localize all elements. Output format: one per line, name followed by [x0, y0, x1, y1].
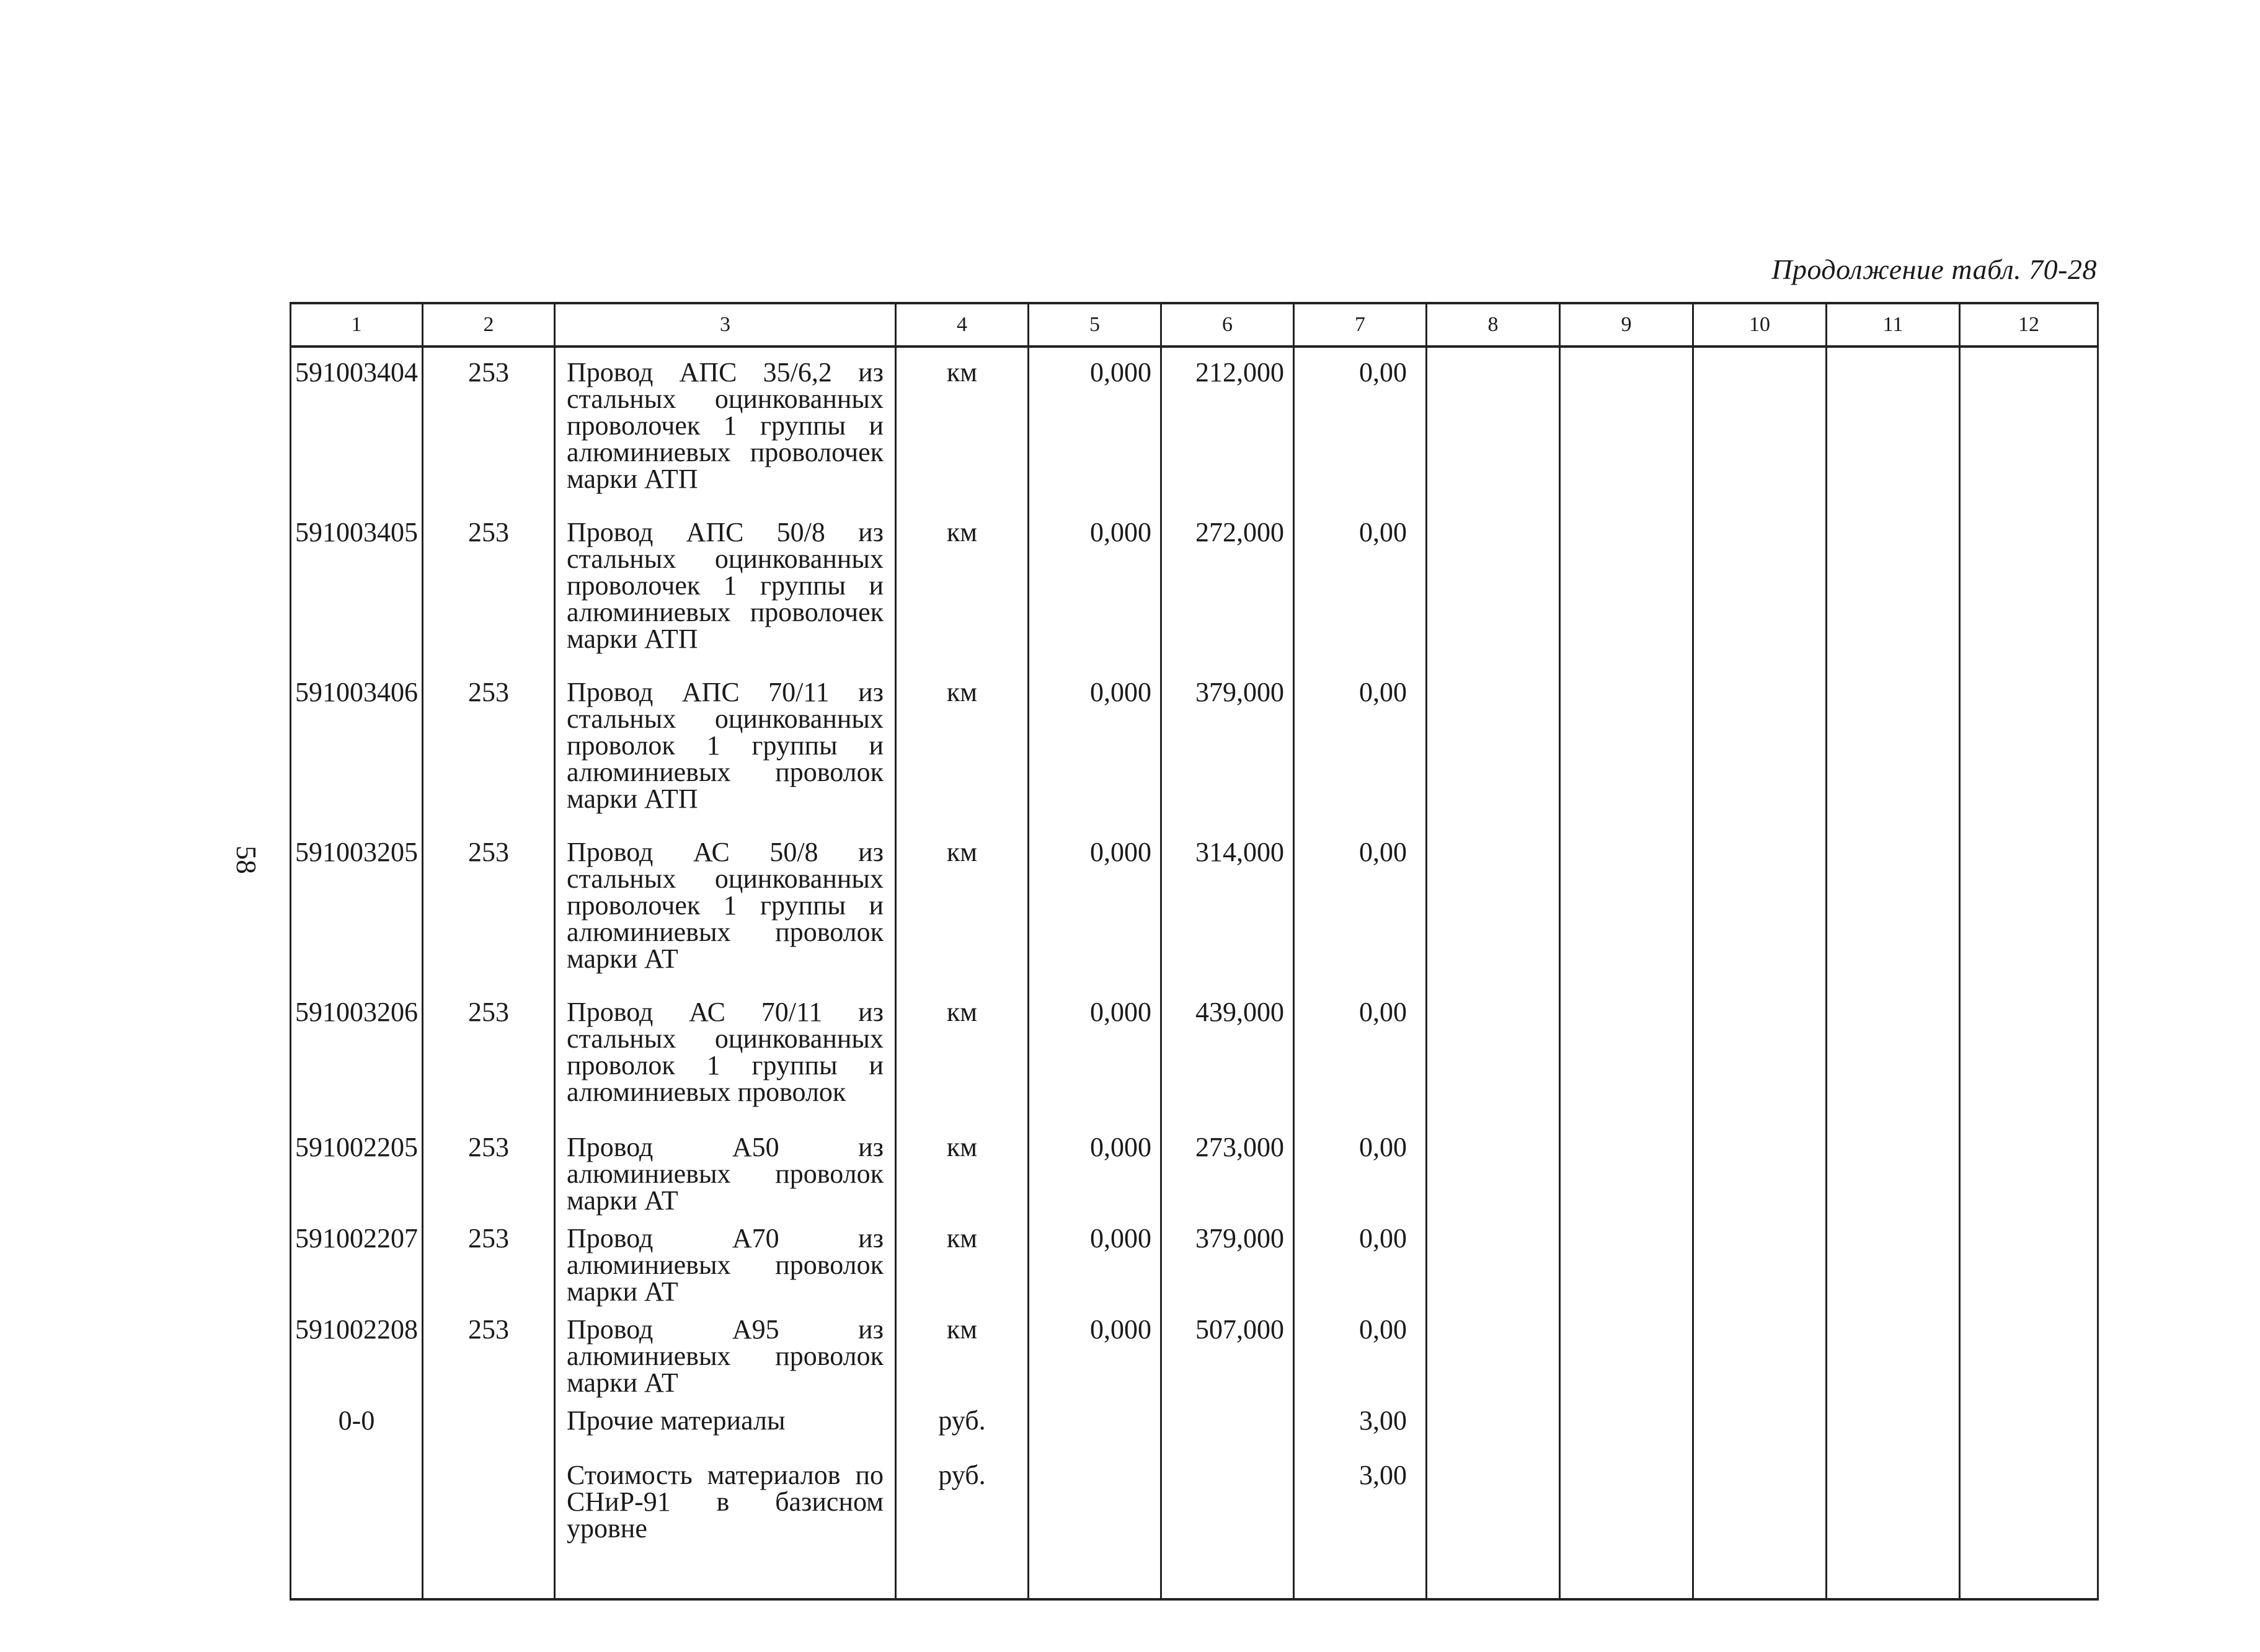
header-cell: 12 [1960, 303, 2098, 347]
description-cell: Провод А70 из алюминиевых проволок марки АТ [555, 1214, 896, 1305]
description-cell: Провод АПС 50/8 из стальных оцинкованных проволочек 1 группы и алюминиевых проволочек марки АТП [555, 508, 896, 668]
page-number: 58 [231, 846, 262, 874]
code-cell: 591002208 [291, 1305, 423, 1396]
group-cell [423, 1396, 555, 1451]
empty-cell [1427, 1214, 1560, 1305]
description-cell: Провод А95 из алюминиевых проволок марки АТ [555, 1305, 896, 1396]
empty-cell [1827, 1451, 1960, 1599]
group-cell [423, 1451, 555, 1599]
description-cell: Провод АС 50/8 из стальных оцинкованных проволочек 1 группы и алюминиевых проволок марки АТ [555, 828, 896, 987]
value-cell [1161, 1451, 1294, 1599]
value-cell: 0,000 [1029, 1123, 1161, 1214]
unit-cell: руб. [896, 1396, 1029, 1451]
empty-cell [1560, 508, 1693, 668]
code-cell: 591003406 [291, 668, 423, 828]
empty-cell [1693, 347, 1827, 508]
empty-cell [1560, 668, 1693, 828]
code-cell: 0-0 [291, 1396, 423, 1451]
table-row [291, 508, 2098, 668]
empty-cell [1560, 1214, 1693, 1305]
value-cell: 0,00 [1294, 987, 1427, 1123]
table-row [291, 668, 2098, 828]
table-row [291, 347, 2098, 508]
empty-cell [1560, 1396, 1693, 1451]
value-cell: 0,000 [1029, 1214, 1161, 1305]
empty-cell [1827, 1396, 1960, 1451]
empty-cell [1427, 828, 1560, 987]
description-cell: Стоимость материалов по СНиР-91 в базисном уровне [555, 1451, 896, 1599]
header-cell: 8 [1427, 303, 1560, 347]
value-cell: 0,000 [1029, 668, 1161, 828]
value-cell [1161, 1396, 1294, 1451]
empty-cell [1427, 1451, 1560, 1599]
value-cell: 0,000 [1029, 1305, 1161, 1396]
value-cell [1029, 1396, 1161, 1451]
empty-cell [1960, 1396, 2098, 1451]
empty-cell [1960, 828, 2098, 987]
table-row [291, 1451, 2098, 1599]
unit-cell: руб. [896, 1451, 1029, 1599]
empty-cell [1960, 987, 2098, 1123]
description-cell: Прочие материалы [555, 1396, 896, 1451]
value-cell: 0,000 [1029, 828, 1161, 987]
value-cell: 0,00 [1294, 668, 1427, 828]
header-cell: 1 [291, 303, 423, 347]
header-cell: 2 [423, 303, 555, 347]
empty-cell [1827, 1305, 1960, 1396]
group-cell: 253 [423, 668, 555, 828]
header-cell: 5 [1029, 303, 1161, 347]
header-cell: 9 [1560, 303, 1693, 347]
code-cell [291, 1451, 423, 1599]
table-row [291, 1305, 2098, 1396]
table-caption: Продолжение табл. 70-28 [1771, 254, 2097, 285]
code-cell: 591003405 [291, 508, 423, 668]
value-cell: 0,00 [1294, 347, 1427, 508]
description-cell: Провод АПС 70/11 из стальных оцинкованных проволок 1 группы и алюминиевых проволок марки АТП [555, 668, 896, 828]
value-cell: 0,000 [1029, 508, 1161, 668]
empty-cell [1960, 1214, 2098, 1305]
value-cell: 0,00 [1294, 1214, 1427, 1305]
group-cell: 253 [423, 1305, 555, 1396]
empty-cell [1427, 987, 1560, 1123]
unit-cell: км [896, 1305, 1029, 1396]
empty-cell [1560, 828, 1693, 987]
unit-cell: км [896, 347, 1029, 508]
empty-cell [1827, 347, 1960, 508]
description-cell: Провод А50 из алюминиевых проволок марки АТ [555, 1123, 896, 1214]
value-cell: 439,000 [1161, 987, 1294, 1123]
header-cell: 10 [1693, 303, 1827, 347]
empty-cell [1560, 1123, 1693, 1214]
empty-cell [1827, 668, 1960, 828]
description-cell: Провод АС 70/11 из стальных оцинкованных проволок 1 группы и алюминиевых проволок [555, 987, 896, 1123]
empty-cell [1960, 1123, 2098, 1214]
group-cell: 253 [423, 987, 555, 1123]
code-cell: 591003205 [291, 828, 423, 987]
empty-cell [1427, 508, 1560, 668]
empty-cell [1960, 668, 2098, 828]
value-cell: 0,00 [1294, 508, 1427, 668]
unit-cell: км [896, 668, 1029, 828]
value-cell: 0,00 [1294, 828, 1427, 987]
empty-cell [1693, 508, 1827, 668]
empty-cell [1827, 508, 1960, 668]
empty-cell [1427, 1123, 1560, 1214]
empty-cell [1427, 1396, 1560, 1451]
value-cell: 314,000 [1161, 828, 1294, 987]
code-cell: 591003206 [291, 987, 423, 1123]
group-cell: 253 [423, 508, 555, 668]
group-cell: 253 [423, 1123, 555, 1214]
empty-cell [1693, 1451, 1827, 1599]
empty-cell [1693, 668, 1827, 828]
value-cell: 0,00 [1294, 1305, 1427, 1396]
unit-cell: км [896, 1214, 1029, 1305]
empty-cell [1560, 1451, 1693, 1599]
header-cell: 6 [1161, 303, 1294, 347]
empty-cell [1427, 347, 1560, 508]
empty-cell [1693, 1396, 1827, 1451]
value-cell: 379,000 [1161, 668, 1294, 828]
group-cell: 253 [423, 828, 555, 987]
empty-cell [1960, 1451, 2098, 1599]
header-cell: 3 [555, 303, 896, 347]
empty-cell [1560, 347, 1693, 508]
header-cell: 4 [896, 303, 1029, 347]
empty-cell [1560, 987, 1693, 1123]
unit-cell: км [896, 508, 1029, 668]
empty-cell [1693, 987, 1827, 1123]
empty-cell [1827, 1214, 1960, 1305]
table-row [291, 828, 2098, 987]
value-cell: 212,000 [1161, 347, 1294, 508]
empty-cell [1827, 828, 1960, 987]
empty-cell [1827, 1123, 1960, 1214]
empty-cell [1427, 668, 1560, 828]
table-row [291, 1214, 2098, 1305]
group-cell: 253 [423, 1214, 555, 1305]
value-cell: 3,00 [1294, 1451, 1427, 1599]
unit-cell: км [896, 828, 1029, 987]
code-cell: 591002207 [291, 1214, 423, 1305]
code-cell: 591003404 [291, 347, 423, 508]
value-cell [1029, 1451, 1161, 1599]
table-row [291, 1123, 2098, 1214]
table-row [291, 1396, 2098, 1451]
unit-cell: км [896, 1123, 1029, 1214]
value-cell: 379,000 [1161, 1214, 1294, 1305]
value-cell: 272,000 [1161, 508, 1294, 668]
empty-cell [1693, 1214, 1827, 1305]
empty-cell [1560, 1305, 1693, 1396]
empty-cell [1960, 1305, 2098, 1396]
empty-cell [1693, 1305, 1827, 1396]
empty-cell [1960, 347, 2098, 508]
value-cell: 507,000 [1161, 1305, 1294, 1396]
value-cell: 0,000 [1029, 347, 1161, 508]
unit-cell: км [896, 987, 1029, 1123]
header-row [291, 303, 2098, 347]
value-cell: 273,000 [1161, 1123, 1294, 1214]
materials-table [290, 302, 2099, 1601]
code-cell: 591002205 [291, 1123, 423, 1214]
header-cell: 11 [1827, 303, 1960, 347]
group-cell: 253 [423, 347, 555, 508]
description-cell: Провод АПС 35/6,2 из стальных оцинкованных проволочек 1 группы и алюминиевых проволочек марки АТП [555, 347, 896, 508]
empty-cell [1693, 1123, 1827, 1214]
value-cell: 0,00 [1294, 1123, 1427, 1214]
value-cell: 3,00 [1294, 1396, 1427, 1451]
value-cell: 0,000 [1029, 987, 1161, 1123]
header-cell: 7 [1294, 303, 1427, 347]
table-row [291, 987, 2098, 1123]
empty-cell [1427, 1305, 1560, 1396]
empty-cell [1693, 828, 1827, 987]
empty-cell [1827, 987, 1960, 1123]
empty-cell [1960, 508, 2098, 668]
